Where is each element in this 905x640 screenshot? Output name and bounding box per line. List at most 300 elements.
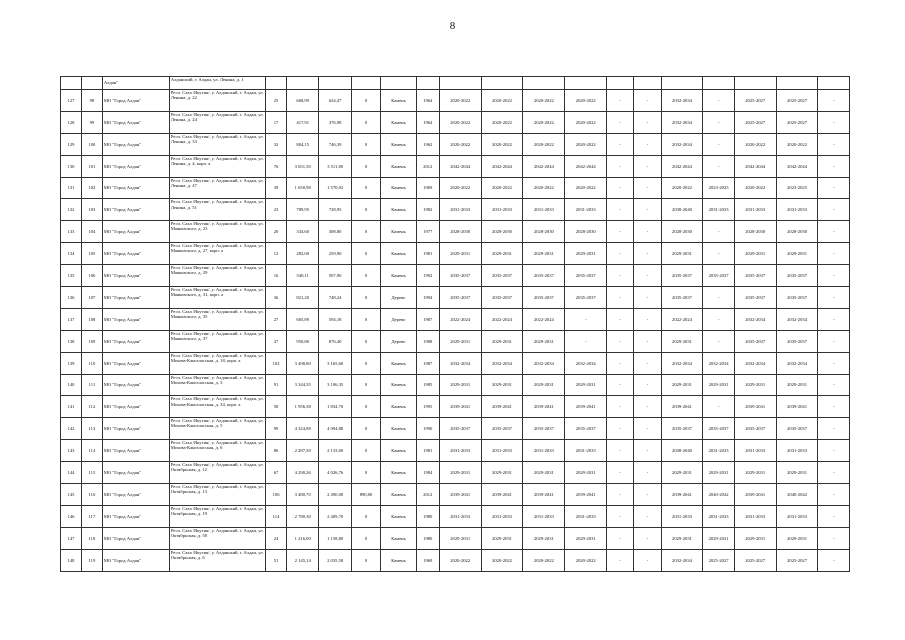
cell-p5: -: [607, 374, 634, 396]
cell-p11: -: [818, 308, 850, 330]
cell-p3: 2031-2033: [523, 199, 565, 221]
cell-area-total: 282,00: [287, 243, 319, 265]
table-row: [61, 133, 850, 155]
cell-area-total: 2 145,14: [287, 549, 319, 571]
cell-p6: -: [634, 549, 661, 571]
cell-address: Респ. Саха /Якутия/, у. Алданский, г. Алдан, ул. Октябрьская, д. 12: [169, 462, 265, 484]
cell-p7: 2032-2034: [661, 133, 703, 155]
cell-year: 1962: [416, 133, 439, 155]
cell-address: Респ. Саха /Якутия/, у. Алданский, г. Алдан, ул. Ленина, д. 33: [169, 133, 265, 155]
table-row: [61, 243, 850, 265]
cell-address: Респ. Саха /Якутия/, у. Алданский, г. Алдан, ул. Октябрьская, д. 58: [169, 527, 265, 549]
cell-idx: 119: [81, 549, 102, 571]
cell-p10: 2029-2031: [776, 243, 818, 265]
cell-p3: 2031-2033: [523, 505, 565, 527]
cell-mo: МО "Город Алдан": [102, 243, 169, 265]
cell-address: Респ. Саха /Якутия/, у. Алданский, г. Алдан, ул. Маяковского, д. 27, корп. а: [169, 243, 265, 265]
cell-p1: 2020-2022: [439, 177, 481, 199]
cell-flats: 37: [266, 330, 287, 352]
cell-p6: -: [634, 243, 661, 265]
cell-flats: 58: [266, 396, 287, 418]
cell-p1: 2022-2024: [439, 308, 481, 330]
cell-idx: 100: [81, 133, 102, 155]
cell-p9: 2032-2034: [734, 308, 776, 330]
cell-year: 1995: [416, 396, 439, 418]
cell-p11: -: [818, 374, 850, 396]
cell-address: Алданский, г. Алдан, ул. Ленина, д. 1: [169, 77, 265, 90]
cell-p9: 2020-2022: [734, 133, 776, 155]
cell-area-living: 1 158,80: [319, 527, 351, 549]
cell-p9: 2031-2033: [734, 440, 776, 462]
cell-area-total: 821,20: [287, 287, 319, 309]
table-row: [61, 330, 850, 352]
cell-p4: 2035-2037: [565, 265, 607, 287]
cell-wall: Камень: [381, 374, 417, 396]
cell-p11: -: [818, 177, 850, 199]
cell-p7: 2039-2041: [661, 484, 703, 506]
table-row: [61, 505, 850, 527]
cell-area-living: 308,80: [319, 221, 351, 243]
cell-p2: 2029-2031: [481, 527, 523, 549]
cell-p10: 2035-2037: [776, 418, 818, 440]
cell-idx: 107: [81, 287, 102, 309]
cell-p11: -: [818, 418, 850, 440]
cell-p11: -: [818, 527, 850, 549]
cell-p2: 2031-2033: [481, 199, 523, 221]
cell-p7: 2029-2031: [661, 330, 703, 352]
cell-idx: 98: [81, 90, 102, 112]
cell-mo: МО "Город Алдан": [102, 133, 169, 155]
cell-area-other: 0: [351, 133, 380, 155]
cell-p9: 2025-2027: [734, 111, 776, 133]
cell-p3: 2032-2034: [523, 352, 565, 374]
cell-n: 141: [61, 396, 82, 418]
housing-register-table: [60, 76, 850, 572]
cell-p2: 2039-2041: [481, 396, 523, 418]
cell-wall: Камень: [381, 549, 417, 571]
cell-p8: 2031-2033: [703, 505, 734, 527]
cell-p11: -: [818, 287, 850, 309]
cell-idx: 113: [81, 418, 102, 440]
table-row: [61, 462, 850, 484]
cell-p9: 2029-2031: [734, 527, 776, 549]
cell-address: Респ. Саха /Якутия/, у. Алданский, г. Алдан, ул. Маяковского, д. 35: [169, 308, 265, 330]
cell-p4: 2020-2022: [565, 133, 607, 155]
cell-flats: 67: [266, 462, 287, 484]
cell-p3: 2035-2037: [523, 265, 565, 287]
cell-p10: 2031-2033: [776, 505, 818, 527]
cell-area-total: 3 651,50: [287, 155, 319, 177]
cell: [439, 77, 481, 90]
cell-p9: 2028-2030: [734, 221, 776, 243]
table-row: [61, 484, 850, 506]
cell-p8: 2031-2033: [703, 440, 734, 462]
cell-p5: -: [607, 287, 634, 309]
cell-address: Респ. Саха /Якутия/, у. Алданский, г. Алдан, ул. Ленина, д. 24: [169, 111, 265, 133]
cell-area-other: 0: [351, 177, 380, 199]
cell-p5: -: [607, 243, 634, 265]
cell-p1: 2029-2031: [439, 374, 481, 396]
cell-flats: 25: [266, 90, 287, 112]
cell-p9: 2025-2027: [734, 90, 776, 112]
cell-wall: Камень: [381, 221, 417, 243]
cell-area-other: 0: [351, 111, 380, 133]
cell-p2: 2032-2034: [481, 352, 523, 374]
cell-p2: 2039-2041: [481, 484, 523, 506]
cell-area-total: 804,15: [287, 133, 319, 155]
cell-wall: Камень: [381, 484, 417, 506]
cell-address: Респ. Саха /Якутия/, у. Алданский, г. Алдан, ул. Октябрьская, д. 13: [169, 484, 265, 506]
cell-mo: МО "Город Алдан": [102, 527, 169, 549]
cell-p1: 2020-2022: [439, 133, 481, 155]
cell-area-other: 0: [351, 374, 380, 396]
cell-area-total: 4 324,88: [287, 418, 319, 440]
cell-idx: 116: [81, 484, 102, 506]
cell-p8: -: [703, 111, 734, 133]
cell-mo: МО "Город Алдан": [102, 330, 169, 352]
cell-p8: -: [703, 243, 734, 265]
page-number: 8: [449, 20, 456, 32]
cell-p5: -: [607, 177, 634, 199]
cell-n: 127: [61, 90, 82, 112]
cell-p11: -: [818, 221, 850, 243]
cell-year: 1988: [416, 330, 439, 352]
cell-area-total: 789,95: [287, 199, 319, 221]
cell-mo: МО "Город Алдан": [102, 177, 169, 199]
cell-p8: -: [703, 155, 734, 177]
cell-area-total: 540,11: [287, 265, 319, 287]
cell: [565, 77, 607, 90]
cell-area-total: 1 956,38: [287, 396, 319, 418]
cell-idx: 106: [81, 265, 102, 287]
cell-wall: Дерево: [381, 287, 417, 309]
cell-address: Респ. Саха /Якутия/, у. Алданский, г. Алдан, ул. Мохова-Кангаласская, д. 18, корп. а: [169, 352, 265, 374]
cell-p8: -: [703, 396, 734, 418]
cell-area-living: 4 026,76: [319, 462, 351, 484]
cell-year: 1980: [416, 505, 439, 527]
cell-address: Респ. Саха /Якутия/, у. Алданский, г. Алдан, ул. Маяковского, д. 29: [169, 265, 265, 287]
cell-flats: 16: [266, 265, 287, 287]
cell-p3: 2039-2041: [523, 396, 565, 418]
cell-p7: 2031-2033: [661, 505, 703, 527]
cell-p11: -: [818, 199, 850, 221]
cell-year: 1994: [416, 287, 439, 309]
cell-p5: -: [607, 308, 634, 330]
cell-area-living: 748,24: [319, 287, 351, 309]
cell-area-living: 376,98: [319, 111, 351, 133]
cell-p8: -: [703, 287, 734, 309]
cell-p6: -: [634, 527, 661, 549]
cell-p2: 2031-2033: [481, 505, 523, 527]
cell-n: 145: [61, 484, 82, 506]
cell-year: 1990: [416, 418, 439, 440]
cell-p7: 2042-2044: [661, 155, 703, 177]
cell-p1: 2020-2022: [439, 90, 481, 112]
cell-p4: 2039-2041: [565, 484, 607, 506]
cell-p10: 2029-2031: [776, 374, 818, 396]
cell-p4: 2031-2033: [565, 440, 607, 462]
cell-p2: 2028-2030: [481, 221, 523, 243]
cell-p5: -: [607, 484, 634, 506]
cell-wall: Камень: [381, 418, 417, 440]
cell-p10: 2032-2034: [776, 308, 818, 330]
cell-n: 140: [61, 374, 82, 396]
cell-p11: -: [818, 352, 850, 374]
cell-area-living: 4 094,88: [319, 418, 351, 440]
cell-p8: 2031-2033: [703, 199, 734, 221]
cell-p3: 2029-2031: [523, 243, 565, 265]
cell: [818, 77, 850, 90]
cell-address: Респ. Саха /Якутия/, у. Алданский, г. Алдан, ул. Маяковского, д. 37: [169, 330, 265, 352]
cell: [703, 77, 734, 90]
cell-flats: 106: [266, 484, 287, 506]
cell-wall: Дерево: [381, 308, 417, 330]
cell-idx: 103: [81, 199, 102, 221]
cell-area-living: 507,90: [319, 265, 351, 287]
cell-p3: 2020-2022: [523, 133, 565, 155]
cell: [319, 77, 351, 90]
cell-wall: Камень: [381, 111, 417, 133]
cell-p9: 2032-2034: [734, 352, 776, 374]
cell-area-other: 0: [351, 155, 380, 177]
cell-year: 2012: [416, 484, 439, 506]
cell-address: Респ. Саха /Якутия/, у. Алданский, г. Алдан, ул. Ленина, д. 22: [169, 90, 265, 112]
cell-p9: 2035-2037: [734, 287, 776, 309]
cell-p11: -: [818, 155, 850, 177]
cell-p7: 2038-2040: [661, 440, 703, 462]
cell-p4: 2039-2041: [565, 396, 607, 418]
cell-p4: -: [565, 330, 607, 352]
cell-p4: 2035-2037: [565, 287, 607, 309]
cell-p6: -: [634, 221, 661, 243]
cell-p1: 2035-2037: [439, 418, 481, 440]
cell-n: 134: [61, 243, 82, 265]
cell-area-total: 334,60: [287, 221, 319, 243]
cell-p7: 2035-2037: [661, 265, 703, 287]
cell-area-other: 0: [351, 418, 380, 440]
cell-mo: МО "Город Алдан": [102, 549, 169, 571]
cell-area-living: 2 490,00: [319, 484, 351, 506]
cell-p6: -: [634, 287, 661, 309]
cell-p7: 2032-2034: [661, 90, 703, 112]
cell-p6: -: [634, 133, 661, 155]
cell-p2: 2029-2031: [481, 374, 523, 396]
cell-mo: МО "Город Алдан": [102, 374, 169, 396]
cell-area-other: 0: [351, 221, 380, 243]
cell-p4: 2029-2031: [565, 243, 607, 265]
cell-p8: -: [703, 90, 734, 112]
cell-p5: -: [607, 418, 634, 440]
cell-p9: 2039-2041: [734, 484, 776, 506]
cell-p4: 2029-2031: [565, 462, 607, 484]
cell-wall: Камень: [381, 352, 417, 374]
cell-year: 1982: [416, 199, 439, 221]
continuation-row: [61, 77, 850, 90]
cell-area-total: 417,91: [287, 111, 319, 133]
cell-mo: МО "Город Алдан": [102, 265, 169, 287]
cell-area-other: 0: [351, 308, 380, 330]
cell-p5: -: [607, 330, 634, 352]
cell-p1: 2020-2022: [439, 111, 481, 133]
cell-flats: 32: [266, 133, 287, 155]
cell-p1: 2042-2044: [439, 155, 481, 177]
cell-p5: -: [607, 440, 634, 462]
cell-idx: 111: [81, 374, 102, 396]
cell-p2: 2029-2031: [481, 462, 523, 484]
cell-p10: 2031-2033: [776, 440, 818, 462]
cell-address: Респ. Саха /Якутия/, у. Алданский, г. Алдан, ул. Маяковского, д. 31, корп. а: [169, 287, 265, 309]
cell-area-total: 3 480,70: [287, 484, 319, 506]
cell-p7: 2029-2031: [661, 527, 703, 549]
cell-p4: 2032-2034: [565, 352, 607, 374]
cell-p3: 2029-2031: [523, 374, 565, 396]
cell-p1: 2020-2022: [439, 549, 481, 571]
cell-p11: -: [818, 243, 850, 265]
table-row: [61, 549, 850, 571]
cell-area-total: 3 344,35: [287, 374, 319, 396]
cell-p10: 2039-2041: [776, 396, 818, 418]
cell-area-living: 2 035,58: [319, 549, 351, 571]
cell-area-total: 2 780,30: [287, 505, 319, 527]
cell-area-total: 1 216,00: [287, 527, 319, 549]
cell-p4: 2031-2033: [565, 505, 607, 527]
cell-idx: 99: [81, 111, 102, 133]
cell-p3: 2035-2037: [523, 418, 565, 440]
cell-flats: 36: [266, 287, 287, 309]
cell-flats: 17: [266, 111, 287, 133]
table-row: [61, 374, 850, 396]
cell-flats: 51: [266, 549, 287, 571]
cell-p2: 2035-2037: [481, 287, 523, 309]
cell-p6: -: [634, 155, 661, 177]
cell-mo: МО "Город Алдан": [102, 155, 169, 177]
cell-n: 131: [61, 177, 82, 199]
cell-p3: 2039-2041: [523, 484, 565, 506]
cell-n: 144: [61, 462, 82, 484]
cell-p9: 2029-2031: [734, 374, 776, 396]
cell-address: Респ. Саха /Якутия/, у. Алданский, г. Алдан, ул. Маяковского, д. 23: [169, 221, 265, 243]
cell-flats: 12: [266, 243, 287, 265]
cell-p6: -: [634, 462, 661, 484]
cell-p10: 2029-2031: [776, 462, 818, 484]
cell-area-other: 0: [351, 396, 380, 418]
table-row: [61, 90, 850, 112]
cell-area-total: 668,99: [287, 90, 319, 112]
cell-area-living: 2 409,70: [319, 505, 351, 527]
table-body: [61, 77, 850, 572]
cell-wall: Камень: [381, 462, 417, 484]
cell-mo: МО "Город Алдан": [102, 308, 169, 330]
cell-p2: 2020-2022: [481, 177, 523, 199]
cell-n: 135: [61, 265, 82, 287]
cell-p7: 2020-2022: [661, 177, 703, 199]
cell-p9: 2035-2037: [734, 418, 776, 440]
table-row: [61, 352, 850, 374]
cell-idx: 114: [81, 440, 102, 462]
cell-p2: 2035-2037: [481, 265, 523, 287]
cell-p9: 2039-2041: [734, 396, 776, 418]
cell-mo: МО "Город Алдан": [102, 111, 169, 133]
cell-flats: 24: [266, 527, 287, 549]
cell-n: 133: [61, 221, 82, 243]
cell-p4: 2020-2022: [565, 549, 607, 571]
cell-year: 1980: [416, 527, 439, 549]
cell-p1: 2031-2033: [439, 440, 481, 462]
cell-n: 146: [61, 505, 82, 527]
cell-p3: 2029-2031: [523, 527, 565, 549]
cell-p2: 2020-2022: [481, 133, 523, 155]
cell-year: 1987: [416, 308, 439, 330]
cell-p7: 2039-2041: [661, 396, 703, 418]
cell-wall: Камень: [381, 527, 417, 549]
cell: [523, 77, 565, 90]
cell-mo: МО "Город Алдан": [102, 352, 169, 374]
cell-p1: 2031-2033: [439, 505, 481, 527]
cell-idx: 118: [81, 527, 102, 549]
cell-flats: 76: [266, 155, 287, 177]
cell: [381, 77, 417, 90]
cell-p5: -: [607, 111, 634, 133]
cell-p7: 2032-2034: [661, 549, 703, 571]
table-row: [61, 440, 850, 462]
cell-p7: 2035-2037: [661, 418, 703, 440]
cell-p4: 2042-2044: [565, 155, 607, 177]
cell-p8: 2029-2031: [703, 527, 734, 549]
cell-flats: 114: [266, 505, 287, 527]
table-row: [61, 177, 850, 199]
cell-p3: 2022-2024: [523, 308, 565, 330]
cell-year: 1992: [416, 265, 439, 287]
cell-p1: 2029-2031: [439, 243, 481, 265]
cell-p6: -: [634, 440, 661, 462]
cell-p1: 2035-2037: [439, 265, 481, 287]
table-row: [61, 155, 850, 177]
cell-p3: 2020-2022: [523, 111, 565, 133]
cell-p11: -: [818, 133, 850, 155]
cell-p6: -: [634, 177, 661, 199]
cell-year: 1977: [416, 221, 439, 243]
cell-p11: -: [818, 505, 850, 527]
cell-p8: -: [703, 133, 734, 155]
cell-p4: 2020-2022: [565, 90, 607, 112]
table-row: [61, 418, 850, 440]
cell-p7: 2029-2031: [661, 462, 703, 484]
cell-idx: 115: [81, 462, 102, 484]
cell-mo: МО "Город Алдан": [102, 287, 169, 309]
cell-area-other: 0: [351, 462, 380, 484]
cell-p9: 2029-2031: [734, 462, 776, 484]
cell-area-total: 605,89: [287, 308, 319, 330]
cell-area-living: 728,95: [319, 199, 351, 221]
cell-area-other: 0: [351, 265, 380, 287]
cell-p5: -: [607, 155, 634, 177]
cell-p10: 2032-2034: [776, 352, 818, 374]
cell-area-total: 3 498,80: [287, 352, 319, 374]
cell-p9: 2042-2044: [734, 155, 776, 177]
cell-p11: -: [818, 484, 850, 506]
cell: [351, 77, 380, 90]
cell-idx: 109: [81, 330, 102, 352]
cell-p6: -: [634, 505, 661, 527]
cell-area-other: 0: [351, 199, 380, 221]
cell-p1: 2032-2034: [439, 352, 481, 374]
cell: [607, 77, 634, 90]
cell-p10: 2042-2044: [776, 155, 818, 177]
cell-p5: -: [607, 462, 634, 484]
cell-n: 136: [61, 287, 82, 309]
cell-p3: 2029-2031: [523, 330, 565, 352]
cell-wall: Камень: [381, 440, 417, 462]
